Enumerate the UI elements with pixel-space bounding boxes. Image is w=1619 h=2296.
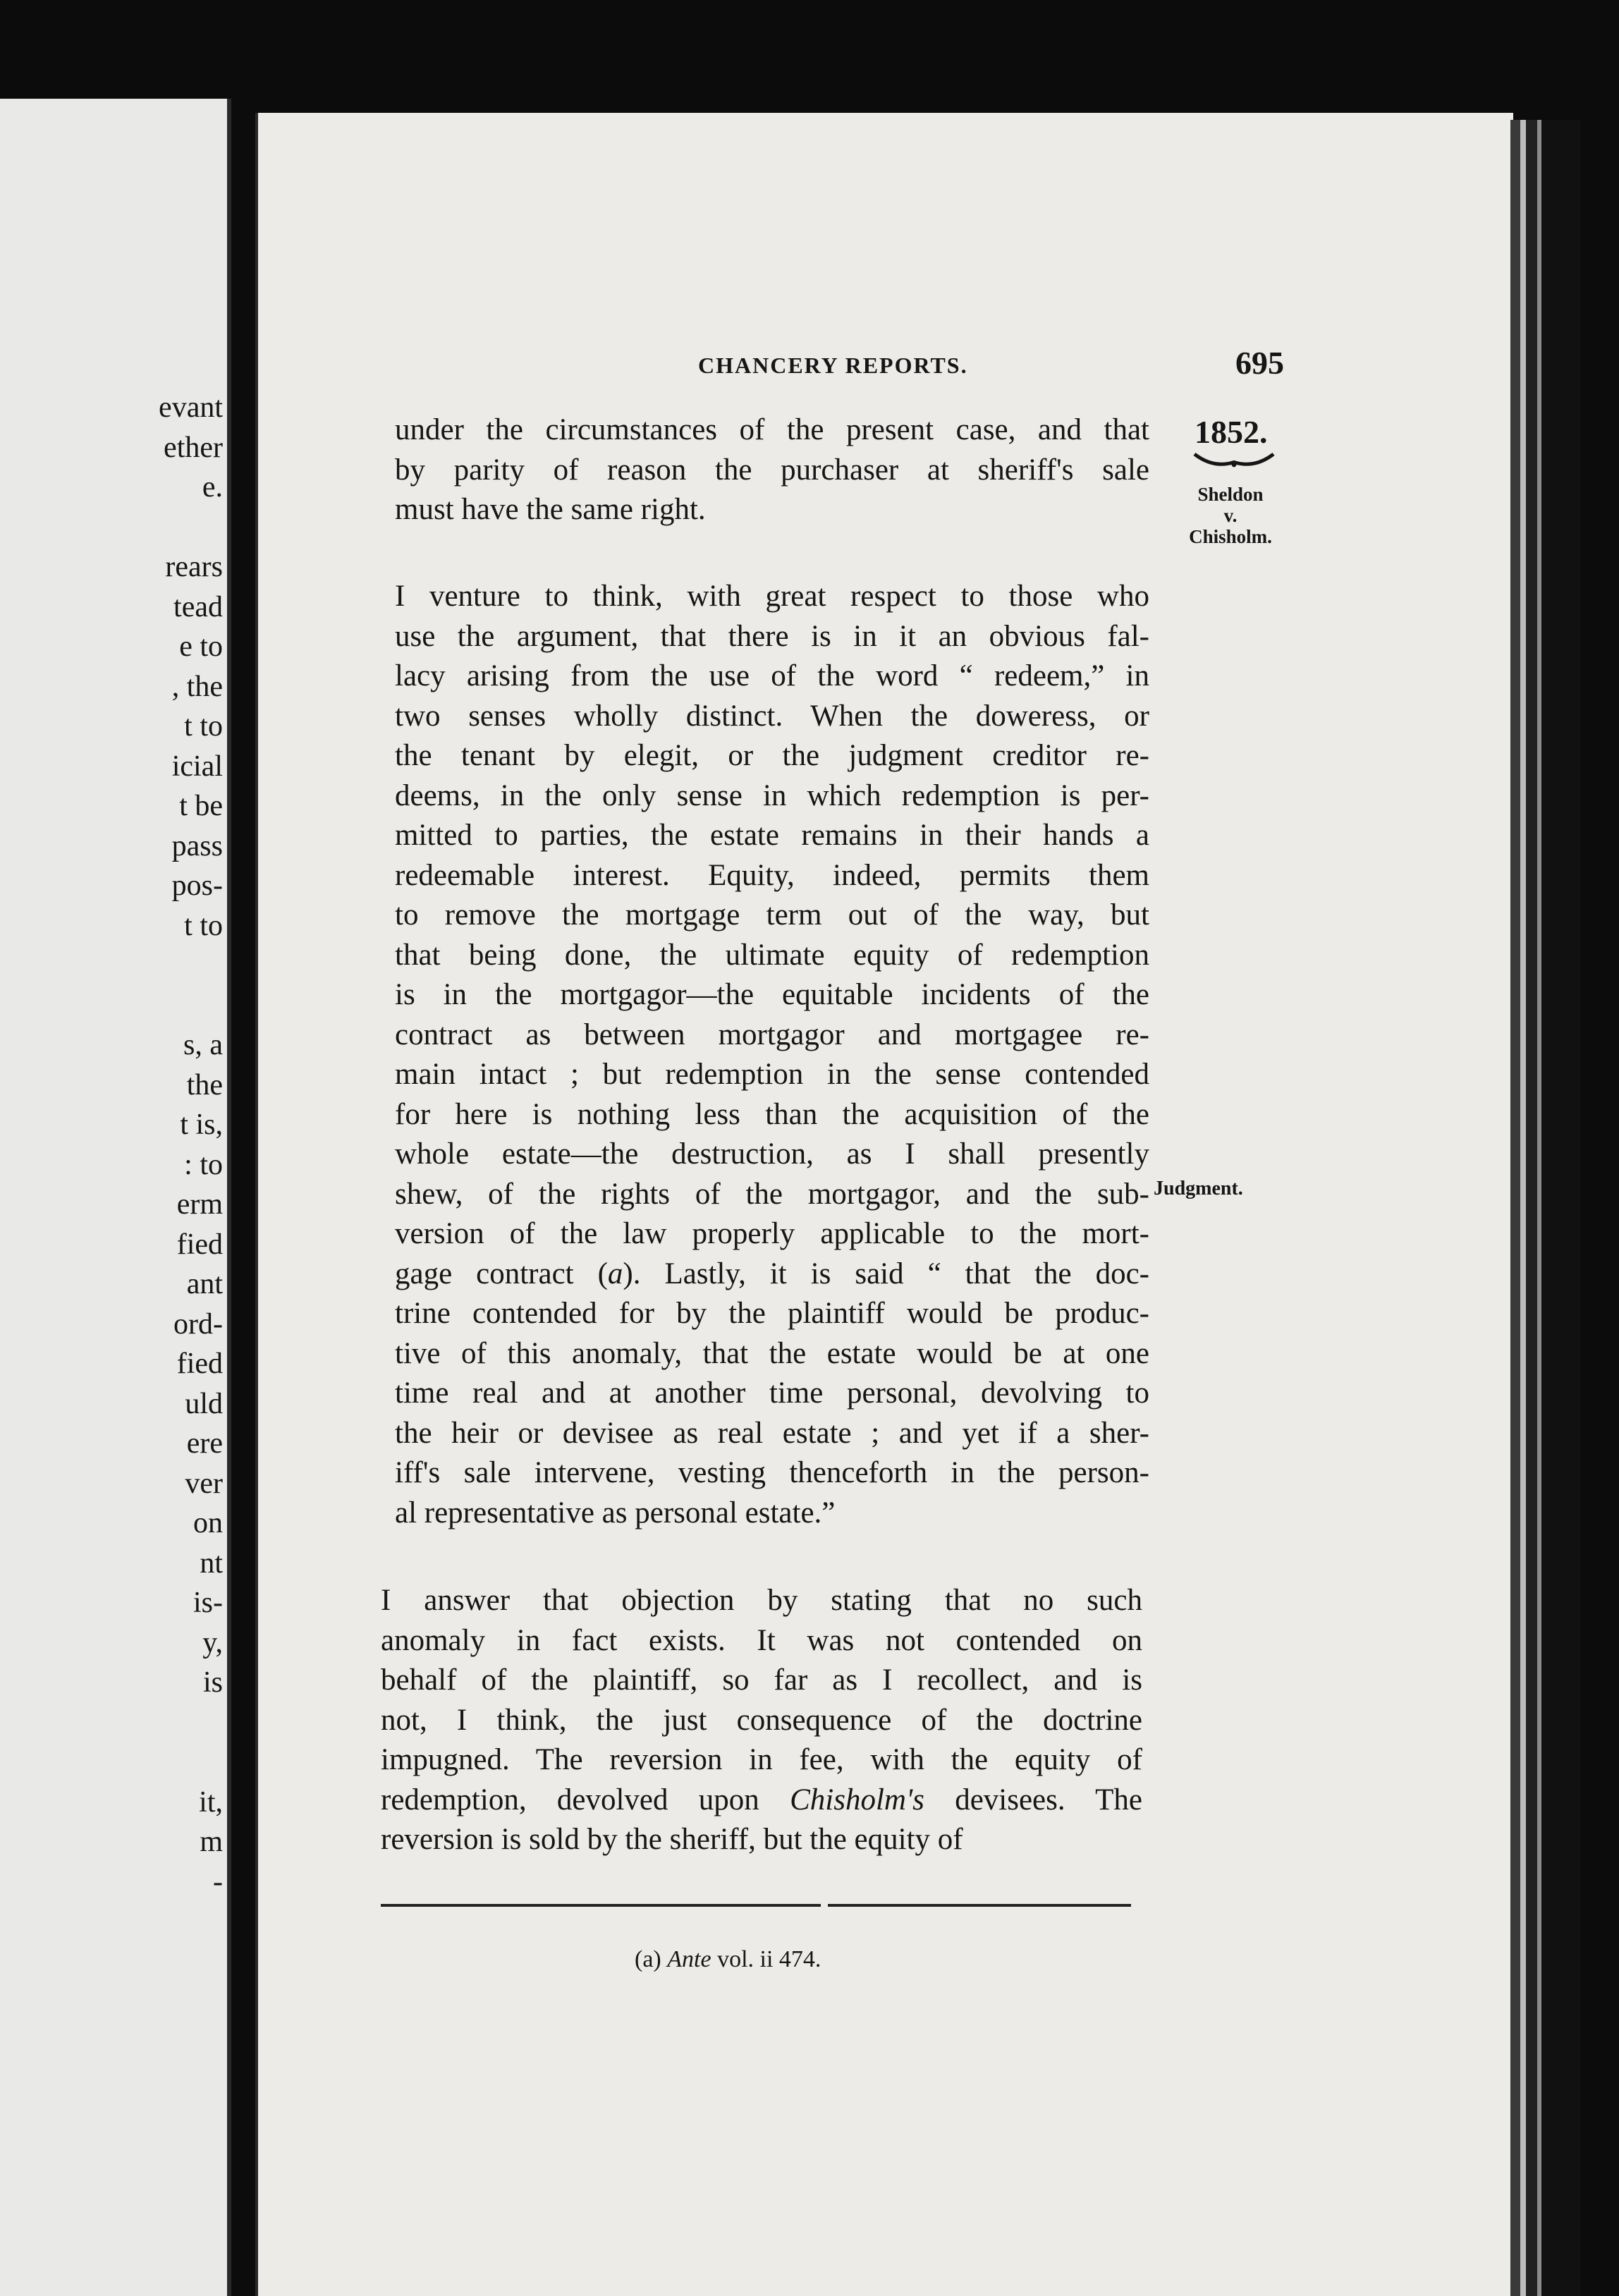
margin-case-name (1163, 484, 1297, 547)
case-plaintiff: Sheldon (1197, 484, 1264, 505)
left-page-fragment: pass (171, 829, 223, 862)
left-page-fragment: , the (171, 670, 223, 703)
left-page-fragment: : to (184, 1148, 223, 1181)
text-line: shew, of the rights of the mortgagor, and the sub- (395, 1177, 1149, 1211)
text-line: time real and at another time personal, devolving to (395, 1376, 1149, 1410)
text-line: reversion is sold by the sheriff, but the equity of (381, 1823, 963, 1856)
left-page-fragment: t is, (180, 1109, 223, 1141)
text-line: mitted to parties, the estate remains in their hands a (395, 819, 1149, 852)
text-line: not, I think, the just consequence of the doctrine (381, 1703, 1142, 1737)
left-page-fragment: fied (176, 1228, 223, 1261)
text-line: anomaly in fact exists. It was not contended on (381, 1623, 1142, 1657)
left-page-fragment: ord- (173, 1307, 223, 1341)
text-line: al representative as personal estate.” (395, 1496, 836, 1529)
footnote-text: vol. ii 474. (717, 1946, 821, 1972)
text-line: to remove the mortgage term out of the way, but (395, 898, 1149, 932)
margin-brace (1192, 447, 1276, 475)
text-line: main intact ; but redemption in the sense contended (395, 1058, 1149, 1091)
text-line: by parity of reason the purchaser at sheriff's sale (395, 453, 1149, 487)
text-line: gage contract (a). Lastly, it is said “ that the doc- (395, 1257, 1149, 1290)
left-page-fragment: t to (184, 710, 223, 743)
text-line: for here is nothing less than the acquisition of the (395, 1097, 1149, 1131)
text-line: lacy arising from the use of the word “ redeem,” in (395, 659, 1149, 692)
left-page-fragment: is (202, 1666, 223, 1699)
text-line: two senses wholly distinct. When the doweress, or (395, 699, 1149, 733)
left-page-fragment: ant (186, 1268, 223, 1300)
left-page-fragment: erm (176, 1188, 223, 1221)
text-line: use the argument, that there is in it an obvious fal- (395, 619, 1149, 653)
book-spine-edge (1510, 120, 1581, 2296)
left-page-fragment: icial (171, 750, 223, 783)
left-page-fragment: the (186, 1068, 223, 1101)
text-line: whole estate—the destruction, as I shall presently (395, 1137, 1149, 1171)
left-page-fragment: t to (184, 909, 223, 942)
text-line: version of the law properly applicable to the mort- (395, 1217, 1149, 1250)
text-line: is in the mortgagor—the equitable incidents of the (395, 978, 1149, 1011)
text-line: under the circumstances of the present case, and that (395, 413, 1149, 446)
left-page-fragment: rears (165, 551, 223, 583)
margin-year: 1852. (1195, 414, 1268, 450)
left-page-fragment: - (213, 1865, 223, 1898)
left-page-fragment: fied (176, 1348, 223, 1380)
left-page-fragment: uld (185, 1387, 223, 1420)
text-line: I answer that objection by stating that no such (381, 1584, 1142, 1617)
text-line: iff's sale intervene, vesting thenceforth in the person- (395, 1456, 1149, 1489)
left-page-fragment: e to (179, 630, 223, 663)
text-line: behalf of the plaintiff, so far as I recollect, and is (381, 1663, 1142, 1697)
page-number: 695 (1235, 345, 1284, 381)
left-page-fragment: ver (185, 1467, 223, 1500)
paragraph-1 (395, 410, 1149, 530)
left-page-fragment: it, (199, 1785, 223, 1819)
paragraph-2 (395, 577, 1149, 1533)
text-line: the tenant by elegit, or the judgment creditor re- (395, 739, 1149, 772)
text-line: must have the same right. (395, 493, 706, 526)
footnote (635, 1946, 821, 1973)
left-page-fragment: ether (164, 431, 223, 464)
left-page-fragment: is- (193, 1587, 223, 1619)
text-line: the heir or devisee as real estate ; and yet if a sher- (395, 1416, 1149, 1450)
left-page-fragment: m (200, 1826, 223, 1858)
left-page-fragment: ere (186, 1427, 223, 1460)
case-defendant: Chisholm. (1189, 526, 1272, 547)
left-page-fragment: evant (159, 391, 223, 424)
text-line: contract as between mortgagor and mortgagee re- (395, 1018, 1149, 1051)
text-line: tive of this anomaly, that the estate would be at one (395, 1336, 1149, 1370)
text-line: that being done, the ultimate equity of redemption (395, 938, 1149, 972)
left-page-fragment: y, (202, 1626, 223, 1659)
footnote-marker: (a) (635, 1946, 661, 1972)
text-line: impugned. The reversion in fee, with the equity of (381, 1743, 1142, 1776)
left-page-fragment: tead (173, 590, 223, 623)
left-page-fragment: e. (202, 471, 223, 503)
left-page-fragment: pos- (171, 869, 223, 902)
left-page-fragment: on (193, 1507, 223, 1539)
case-versus: v. (1223, 505, 1238, 526)
running-title: CHANCERY REPORTS. (698, 353, 968, 378)
left-facing-page (0, 99, 231, 2296)
text-line: trine contended for by the plaintiff would be produc- (395, 1297, 1149, 1330)
left-page-fragment: t be (179, 790, 223, 822)
text-line: I venture to think, with great respect to those who (395, 580, 1149, 613)
footnote-rule (381, 1904, 1131, 1907)
text-line: deems, in the only sense in which redemption is per- (395, 778, 1149, 812)
margin-judgment-label: Judgment. (1154, 1178, 1243, 1199)
left-page-fragment: s, a (183, 1029, 223, 1061)
text-line: redemption, devolved upon Chisholm's devisees. The (381, 1783, 1143, 1816)
paragraph-3 (381, 1581, 1142, 1860)
text-line: redeemable interest. Equity, indeed, permits them (395, 858, 1149, 892)
footnote-italic: Ante (667, 1946, 711, 1972)
left-page-fragment: nt (200, 1546, 223, 1580)
